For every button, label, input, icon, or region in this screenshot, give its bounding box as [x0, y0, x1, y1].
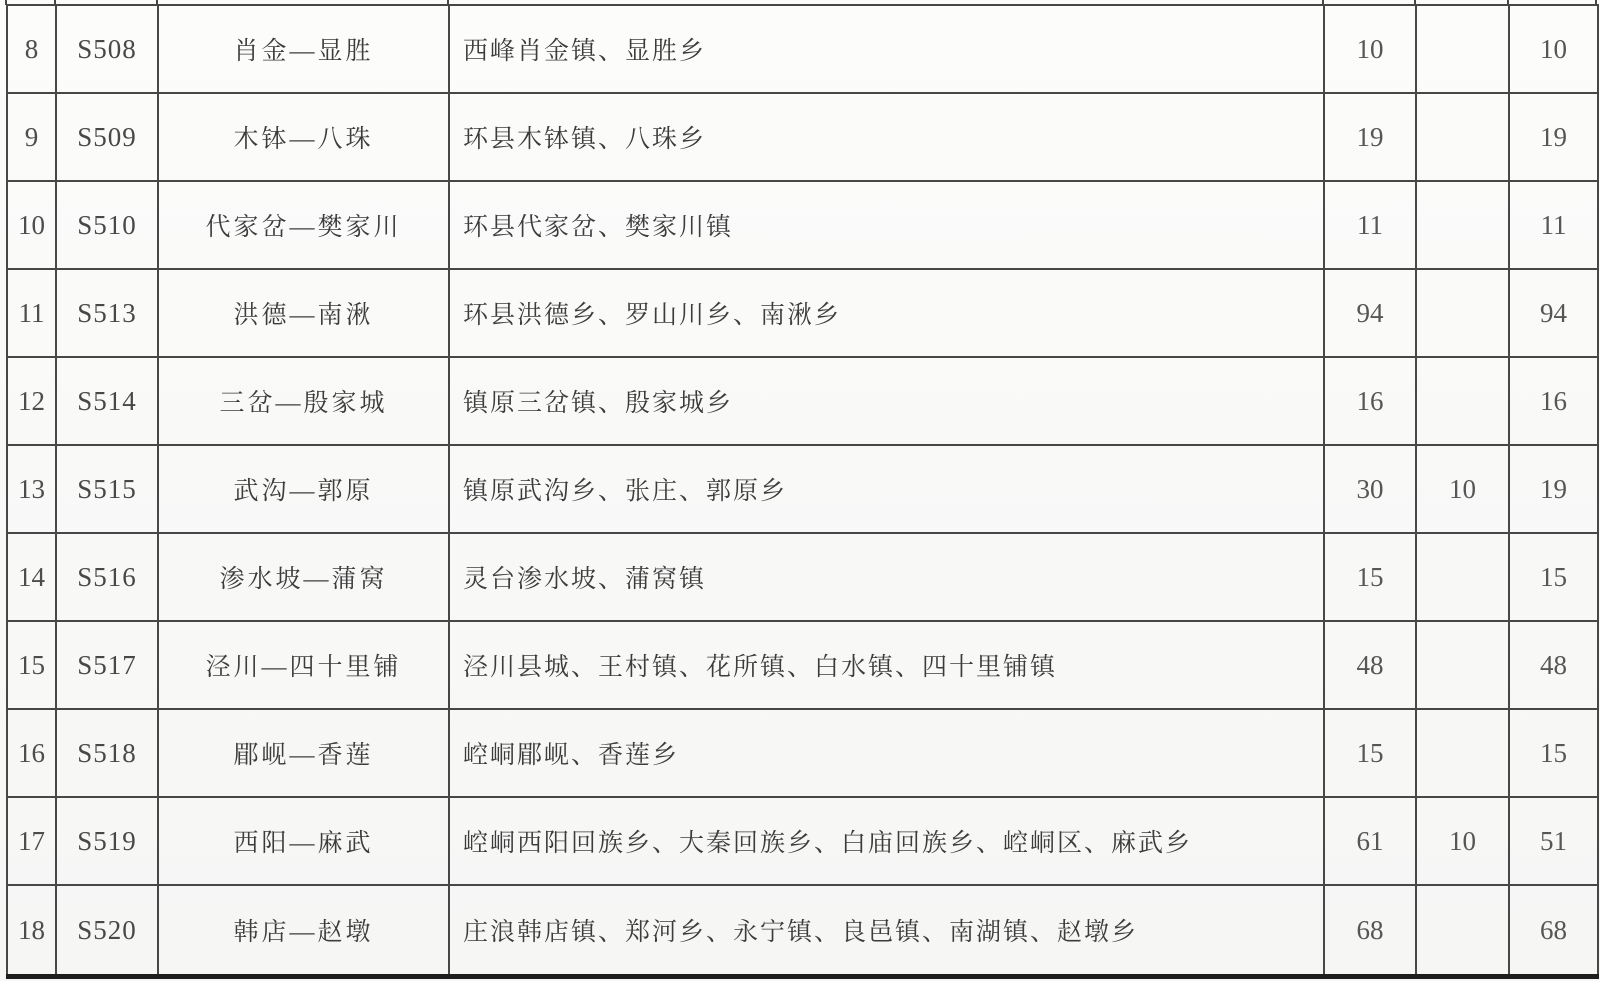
road-name-cell: 泾川—四十里铺: [158, 621, 449, 709]
table-row: [7, 357, 1598, 445]
control-points-cell: 泾川县城、王村镇、花所镇、白水镇、四十里铺镇: [449, 621, 1324, 709]
sequence-number-cell: 12: [7, 357, 56, 445]
mileage-cell-1: 61: [1324, 797, 1416, 885]
mileage-cell-2: [1416, 885, 1509, 977]
mileage-cell-1: 19: [1324, 93, 1416, 181]
provincial-roads-table: [6, 4, 1599, 979]
mileage-cell-1: 48: [1324, 621, 1416, 709]
control-points-cell: 崆峒郿岘、香莲乡: [449, 709, 1324, 797]
control-points-cell: 镇原武沟乡、张庄、郭原乡: [449, 445, 1324, 533]
sequence-number-cell: 9: [7, 93, 56, 181]
sequence-number-cell: 10: [7, 181, 56, 269]
road-code-cell: S516: [56, 533, 158, 621]
road-code-cell: S513: [56, 269, 158, 357]
control-points-cell: 环县洪德乡、罗山川乡、南湫乡: [449, 269, 1324, 357]
table-row: [7, 797, 1598, 885]
control-points-cell: 西峰肖金镇、显胜乡: [449, 5, 1324, 93]
road-name-cell: 木钵—八珠: [158, 93, 449, 181]
control-points-cell: 庄浪韩店镇、郑河乡、永宁镇、良邑镇、南湖镇、赵墩乡: [449, 885, 1324, 977]
table-row: [7, 885, 1598, 977]
table-body: [7, 5, 1598, 977]
table-row: [7, 533, 1598, 621]
table-row: [7, 709, 1598, 797]
sequence-number-cell: 8: [7, 5, 56, 93]
control-points-cell: 环县代家岔、樊家川镇: [449, 181, 1324, 269]
mileage-cell-3: 19: [1509, 93, 1598, 181]
road-name-cell: 代家岔—樊家川: [158, 181, 449, 269]
mileage-cell-3: 19: [1509, 445, 1598, 533]
mileage-cell-1: 30: [1324, 445, 1416, 533]
road-code-cell: S520: [56, 885, 158, 977]
road-code-cell: S508: [56, 5, 158, 93]
mileage-cell-3: 68: [1509, 885, 1598, 977]
sequence-number-cell: 15: [7, 621, 56, 709]
control-points-cell: 崆峒西阳回族乡、大秦回族乡、白庙回族乡、崆峒区、麻武乡: [449, 797, 1324, 885]
mileage-cell-2: [1416, 269, 1509, 357]
sequence-number-cell: 11: [7, 269, 56, 357]
road-name-cell: 肖金—显胜: [158, 5, 449, 93]
mileage-cell-2: [1416, 93, 1509, 181]
mileage-cell-2: 10: [1416, 797, 1509, 885]
sequence-number-cell: 13: [7, 445, 56, 533]
mileage-cell-1: 10: [1324, 5, 1416, 93]
road-code-cell: S515: [56, 445, 158, 533]
road-code-cell: S517: [56, 621, 158, 709]
table-row: [7, 621, 1598, 709]
mileage-cell-2: [1416, 181, 1509, 269]
sequence-number-cell: 16: [7, 709, 56, 797]
table-row: [7, 5, 1598, 93]
control-points-cell: 灵台渗水坡、蒲窝镇: [449, 533, 1324, 621]
control-points-cell: 镇原三岔镇、殷家城乡: [449, 357, 1324, 445]
road-name-cell: 西阳—麻武: [158, 797, 449, 885]
road-name-cell: 三岔—殷家城: [158, 357, 449, 445]
sequence-number-cell: 18: [7, 885, 56, 977]
road-code-cell: S510: [56, 181, 158, 269]
mileage-cell-2: [1416, 5, 1509, 93]
sequence-number-cell: 14: [7, 533, 56, 621]
mileage-cell-1: 94: [1324, 269, 1416, 357]
mileage-cell-1: 15: [1324, 533, 1416, 621]
road-name-cell: 韩店—赵墩: [158, 885, 449, 977]
mileage-cell-3: 15: [1509, 709, 1598, 797]
sequence-number-cell: 17: [7, 797, 56, 885]
road-name-cell: 武沟—郭原: [158, 445, 449, 533]
mileage-cell-1: 16: [1324, 357, 1416, 445]
mileage-cell-1: 68: [1324, 885, 1416, 977]
mileage-cell-3: 51: [1509, 797, 1598, 885]
mileage-cell-3: 15: [1509, 533, 1598, 621]
road-name-cell: 渗水坡—蒲窝: [158, 533, 449, 621]
mileage-cell-3: 94: [1509, 269, 1598, 357]
mileage-cell-3: 48: [1509, 621, 1598, 709]
mileage-cell-3: 10: [1509, 5, 1598, 93]
mileage-cell-2: [1416, 621, 1509, 709]
mileage-cell-3: 16: [1509, 357, 1598, 445]
road-code-cell: S519: [56, 797, 158, 885]
control-points-cell: 环县木钵镇、八珠乡: [449, 93, 1324, 181]
road-code-cell: S514: [56, 357, 158, 445]
mileage-cell-2: [1416, 357, 1509, 445]
table-row: [7, 93, 1598, 181]
mileage-cell-2: [1416, 533, 1509, 621]
mileage-cell-2: [1416, 709, 1509, 797]
table-row: [7, 181, 1598, 269]
mileage-cell-3: 11: [1509, 181, 1598, 269]
road-name-cell: 洪德—南湫: [158, 269, 449, 357]
mileage-cell-2: 10: [1416, 445, 1509, 533]
table-row: [7, 445, 1598, 533]
mileage-cell-1: 11: [1324, 181, 1416, 269]
road-name-cell: 郿岘—香莲: [158, 709, 449, 797]
road-code-cell: S518: [56, 709, 158, 797]
table-row: [7, 269, 1598, 357]
road-code-cell: S509: [56, 93, 158, 181]
mileage-cell-1: 15: [1324, 709, 1416, 797]
